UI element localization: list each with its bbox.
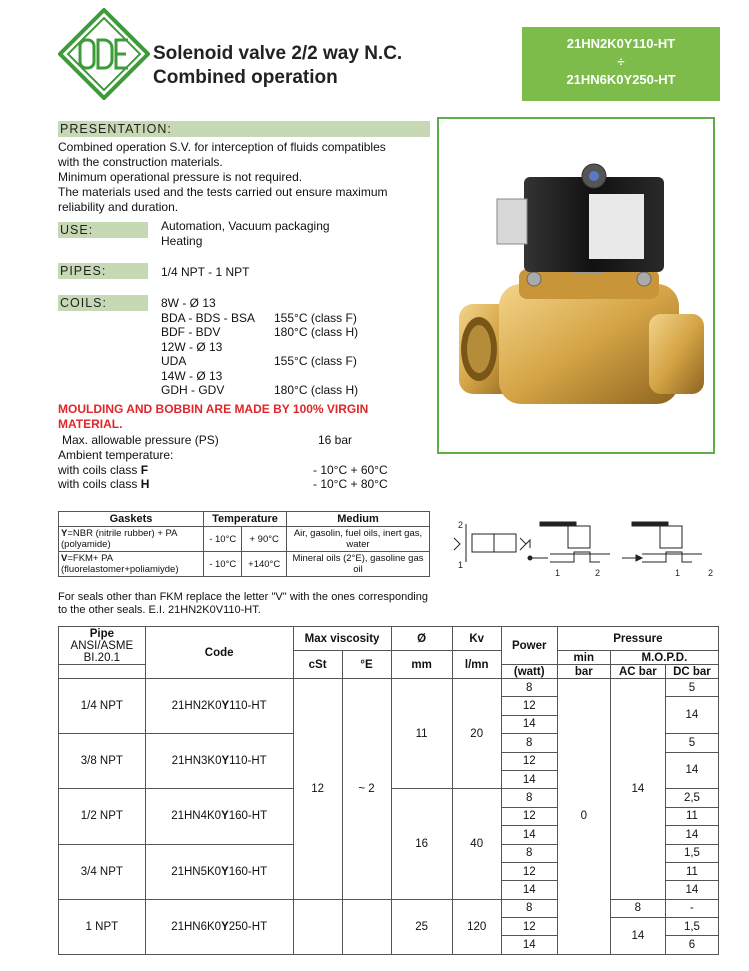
code-separator: ÷	[617, 54, 625, 69]
valve-symbols	[450, 518, 730, 580]
pressure-label: Max. allowable pressure (PS)	[62, 433, 219, 447]
gaskets-header: Gaskets	[59, 512, 204, 527]
ambient-label: Ambient temperature:	[58, 448, 174, 462]
table-row: 1/2 NPT 21HN4K0Y160-HT 16 40 8 2,5	[59, 789, 719, 807]
pipes-value: 1/4 NPT - 1 NPT	[161, 265, 250, 279]
table-row: 3/4 NPT 21HN5K0Y160-HT 8 1,5	[59, 844, 719, 862]
seal-note: For seals other than FKM replace the letter "V" with the ones corresponding to the other seals. E.I. 21HN2K0V110-HT.	[58, 591, 428, 616]
use-label: USE:	[58, 222, 148, 238]
valve-section-closed	[622, 522, 713, 578]
table-row: 12 11	[59, 807, 719, 825]
table-row: 12 11	[59, 862, 719, 880]
ambient-value-f: - 10°C + 60°C	[313, 463, 388, 477]
table-row: 12 14 1,5	[59, 918, 719, 936]
gasket-row: V=FKM+ PA (fluorelastomer+poliamiyde) - 10°C +140°C Mineral oils (2°E), gasoline gas oil	[59, 552, 430, 577]
code-to: 21HN6K0Y250-HT	[566, 72, 676, 87]
ambient-value-h: - 10°C + 80°C	[313, 477, 388, 491]
svg-text:2: 2	[708, 568, 714, 578]
svg-text:2: 2	[595, 568, 601, 578]
table-row: 1 NPT 21HN6K0Y250-HT 25 120 8 8 -	[59, 899, 719, 917]
ambient-class-h: with coils class H	[58, 477, 150, 491]
valve-section-open	[528, 522, 610, 578]
specifications-table: Pipe ANSI/ASME BI.20.1 Code Max viscosity Ø Kv Power Pressure cSt °E mm l/mn min M.O.P.D. (watt) bar AC bar DC bar 1/4 NPT 21HN2K0Y110-HT 12 ~ 2 11 20 8 0 14 5 12 14 14 3/8 NPT 21HN3K0Y110-HT 8 5 12 14 14 1/2 NPT 21HN4K0Y160-HT 16 40 8 2,5 12 11 14 14 3/4 NPT 21HN5K0Y160-HT 8 1,5 12 11 14 14 1 NPT 21HN6K0Y250-HT 25 120 8 8 - 12 14 1,5 14 6	[58, 626, 719, 955]
temperature-header: Temperature	[204, 512, 287, 527]
ambient-class-f: with coils class F	[58, 463, 149, 477]
company-logo	[58, 8, 150, 100]
table-row: 14 14	[59, 881, 719, 899]
product-photo	[437, 117, 715, 454]
table-row: 14 6	[59, 936, 719, 954]
use-text: Automation, Vacuum packaging Heating	[161, 219, 330, 248]
svg-text:1: 1	[555, 568, 561, 578]
table-row: 12 14	[59, 697, 719, 715]
coils-list: 8W - Ø 13 BDA - BDS - BSA 155°C (class F) BDF - BDV 180°C (class H) 12W - Ø 13 UDA 155°C (class F) 14W - Ø 13 GDH - GDV 180°C (class H)	[161, 296, 359, 397]
gasket-row: Y=NBR (nitrile rubber) + PA (polyamide) - 10°C + 90°C Air, gasolin, fuel oils, inert gas, water	[59, 527, 430, 552]
presentation-text: Combined operation S.V. for interception of fluids compatibles with the construction materials. Minimum operational pressure is not required. The materials used and the tests carried out ensure maximum reliability and duration.	[58, 140, 388, 214]
table-row: 1/4 NPT 21HN2K0Y110-HT 12 ~ 2 11 20 8 0 14 5	[59, 679, 719, 697]
pipes-label: PIPES:	[58, 263, 148, 279]
table-row: 12 14	[59, 752, 719, 770]
hydraulic-symbol	[454, 520, 530, 570]
table-row: 14 14	[59, 826, 719, 844]
code-range-box	[522, 27, 720, 101]
medium-header: Medium	[286, 512, 429, 527]
table-row: 14	[59, 770, 719, 788]
gaskets-table	[58, 511, 430, 577]
svg-text:2: 2	[458, 520, 464, 530]
page-title: Solenoid valve 2/2 way N.C. Combined operation	[153, 43, 403, 88]
coils-label: COILS:	[58, 295, 148, 311]
presentation-label: PRESENTATION:	[58, 121, 430, 137]
code-from: 21HN2K0Y110-HT	[566, 36, 676, 51]
table-row: 14	[59, 715, 719, 733]
moulding-note: MOULDING AND BOBBIN ARE MADE BY 100% VIRGIN MATERIAL.	[58, 402, 369, 431]
svg-text:1: 1	[458, 560, 464, 570]
table-row: 3/8 NPT 21HN3K0Y110-HT 8 5	[59, 734, 719, 752]
svg-text:1: 1	[675, 568, 681, 578]
pressure-value: 16 bar	[318, 433, 353, 447]
